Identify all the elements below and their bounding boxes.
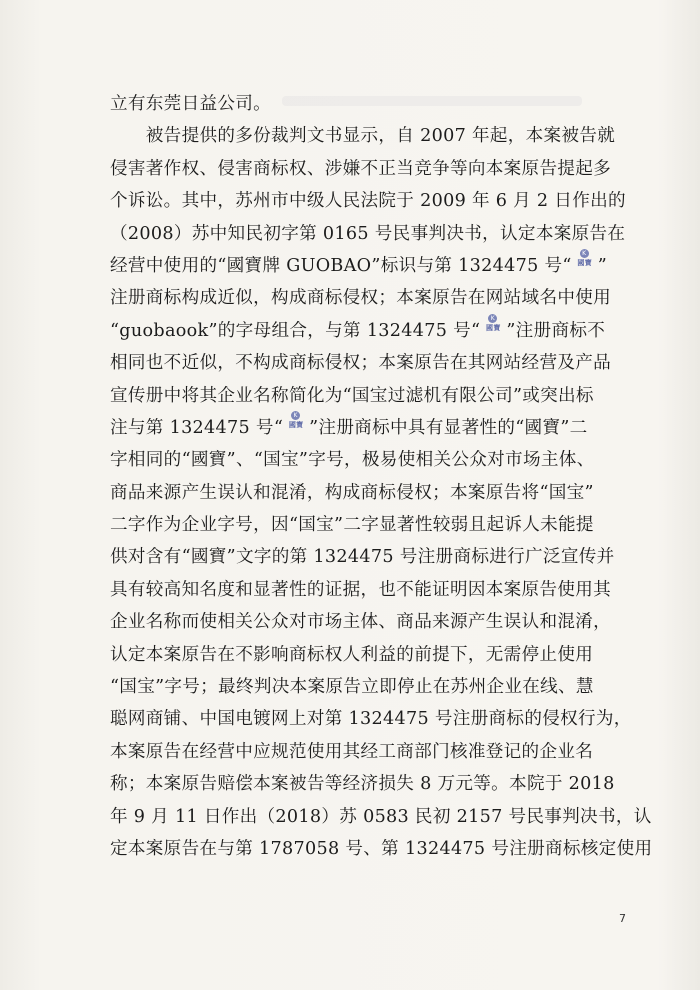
text-line: 本案原告在经营中应规范使用其经工商部门核准登记的企业名	[110, 741, 594, 762]
trademark-logo-letter: K	[580, 249, 589, 258]
text-segment: ”	[597, 255, 607, 276]
text-line: 定本案原告在与第 1787058 号、第 1324475 号注册商标核定使用	[110, 838, 653, 859]
text-line: 认定本案原告在不影响商标权人利益的前提下，无需停止使用	[110, 644, 594, 665]
text-line: 宣传册中将其企业名称简化为“国宝过滤机有限公司”或突出标	[110, 385, 594, 406]
trademark-logo-letter: K	[291, 411, 300, 420]
text-segment: 注与第 1324475 号“	[110, 417, 284, 438]
body-text	[110, 88, 653, 865]
trademark-logo-icon	[574, 249, 596, 273]
text-segment: ”注册商标不	[506, 320, 606, 341]
text-line: 相同也不近似，不构成商标侵权；本案原告在其网站经营及产品	[110, 353, 612, 374]
text-line: 称；本案原告赔偿本案被告等经济损失 8 万元等。本院于 2018	[110, 774, 615, 795]
trademark-logo-word: 國寶	[577, 258, 592, 267]
text-line: 注册商标构成近似，构成商标侵权；本案原告在网站域名中使用	[110, 288, 612, 309]
text-line: 商品来源产生误认和混淆，构成商标侵权；本案原告将“国宝”	[110, 482, 594, 503]
text-segment: ”注册商标中具有显著性的“國寶”二	[309, 417, 588, 438]
text-line	[110, 250, 630, 282]
trademark-logo-word: 國寶	[288, 420, 304, 429]
text-line: 个诉讼。其中，苏州市中级人民法院于 2009 年 6 月 2 日作出的	[110, 191, 626, 212]
text-line: 聪网商铺、中国电镀网上对第 1324475 号注册商标的侵权行为，	[110, 709, 632, 730]
text-line: 立有东莞日益公司。	[110, 94, 272, 114]
text-segment: 经营中使用的“國寶牌 GUOBAO”标识与第 1324475 号“	[110, 255, 572, 276]
text-line: 二字作为企业字号，因“国宝”二字显著性较弱且起诉人未能提	[110, 515, 594, 536]
text-line: 字相同的“國寶”、“国宝”字号，极易使相关公众对市场主体、	[110, 450, 595, 471]
text-segment: “guobaook”的字母组合，与第 1324475 号“	[110, 320, 481, 341]
text-line: “国宝”字号；最终判决本案原告立即停止在苏州企业在线、慧	[110, 677, 594, 698]
trademark-logo-letter: K	[488, 314, 497, 323]
trademark-logo-word: 國寶	[486, 323, 501, 332]
text-line: （2008）苏中知民初字第 0165 号民事判决书，认定本案原告在	[110, 223, 626, 244]
text-line: 侵害著作权、侵害商标权、涉嫌不正当竞争等向本案原告提起多	[110, 158, 612, 179]
trademark-logo-icon	[482, 314, 504, 338]
text-line: 具有较高知名度和显著性的证据，也不能证明因本案原告使用其	[110, 579, 612, 600]
page-number: 7	[619, 912, 626, 925]
text-line: 企业名称而使相关公众对市场主体、商品来源产生误认和混淆，	[110, 612, 612, 633]
text-line: 年 9 月 11 日作出（2018）苏 0583 民初 2157 号民事判决书，认	[110, 806, 652, 827]
trademark-logo-icon	[285, 411, 307, 435]
text-line	[110, 412, 630, 444]
text-line: 供对含有“國寶”文字的第 1324475 号注册商标进行广泛宣传并	[110, 547, 615, 568]
text-line: 被告提供的多份裁判文书显示，自 2007 年起，本案被告就	[110, 126, 616, 147]
text-line	[110, 315, 630, 347]
